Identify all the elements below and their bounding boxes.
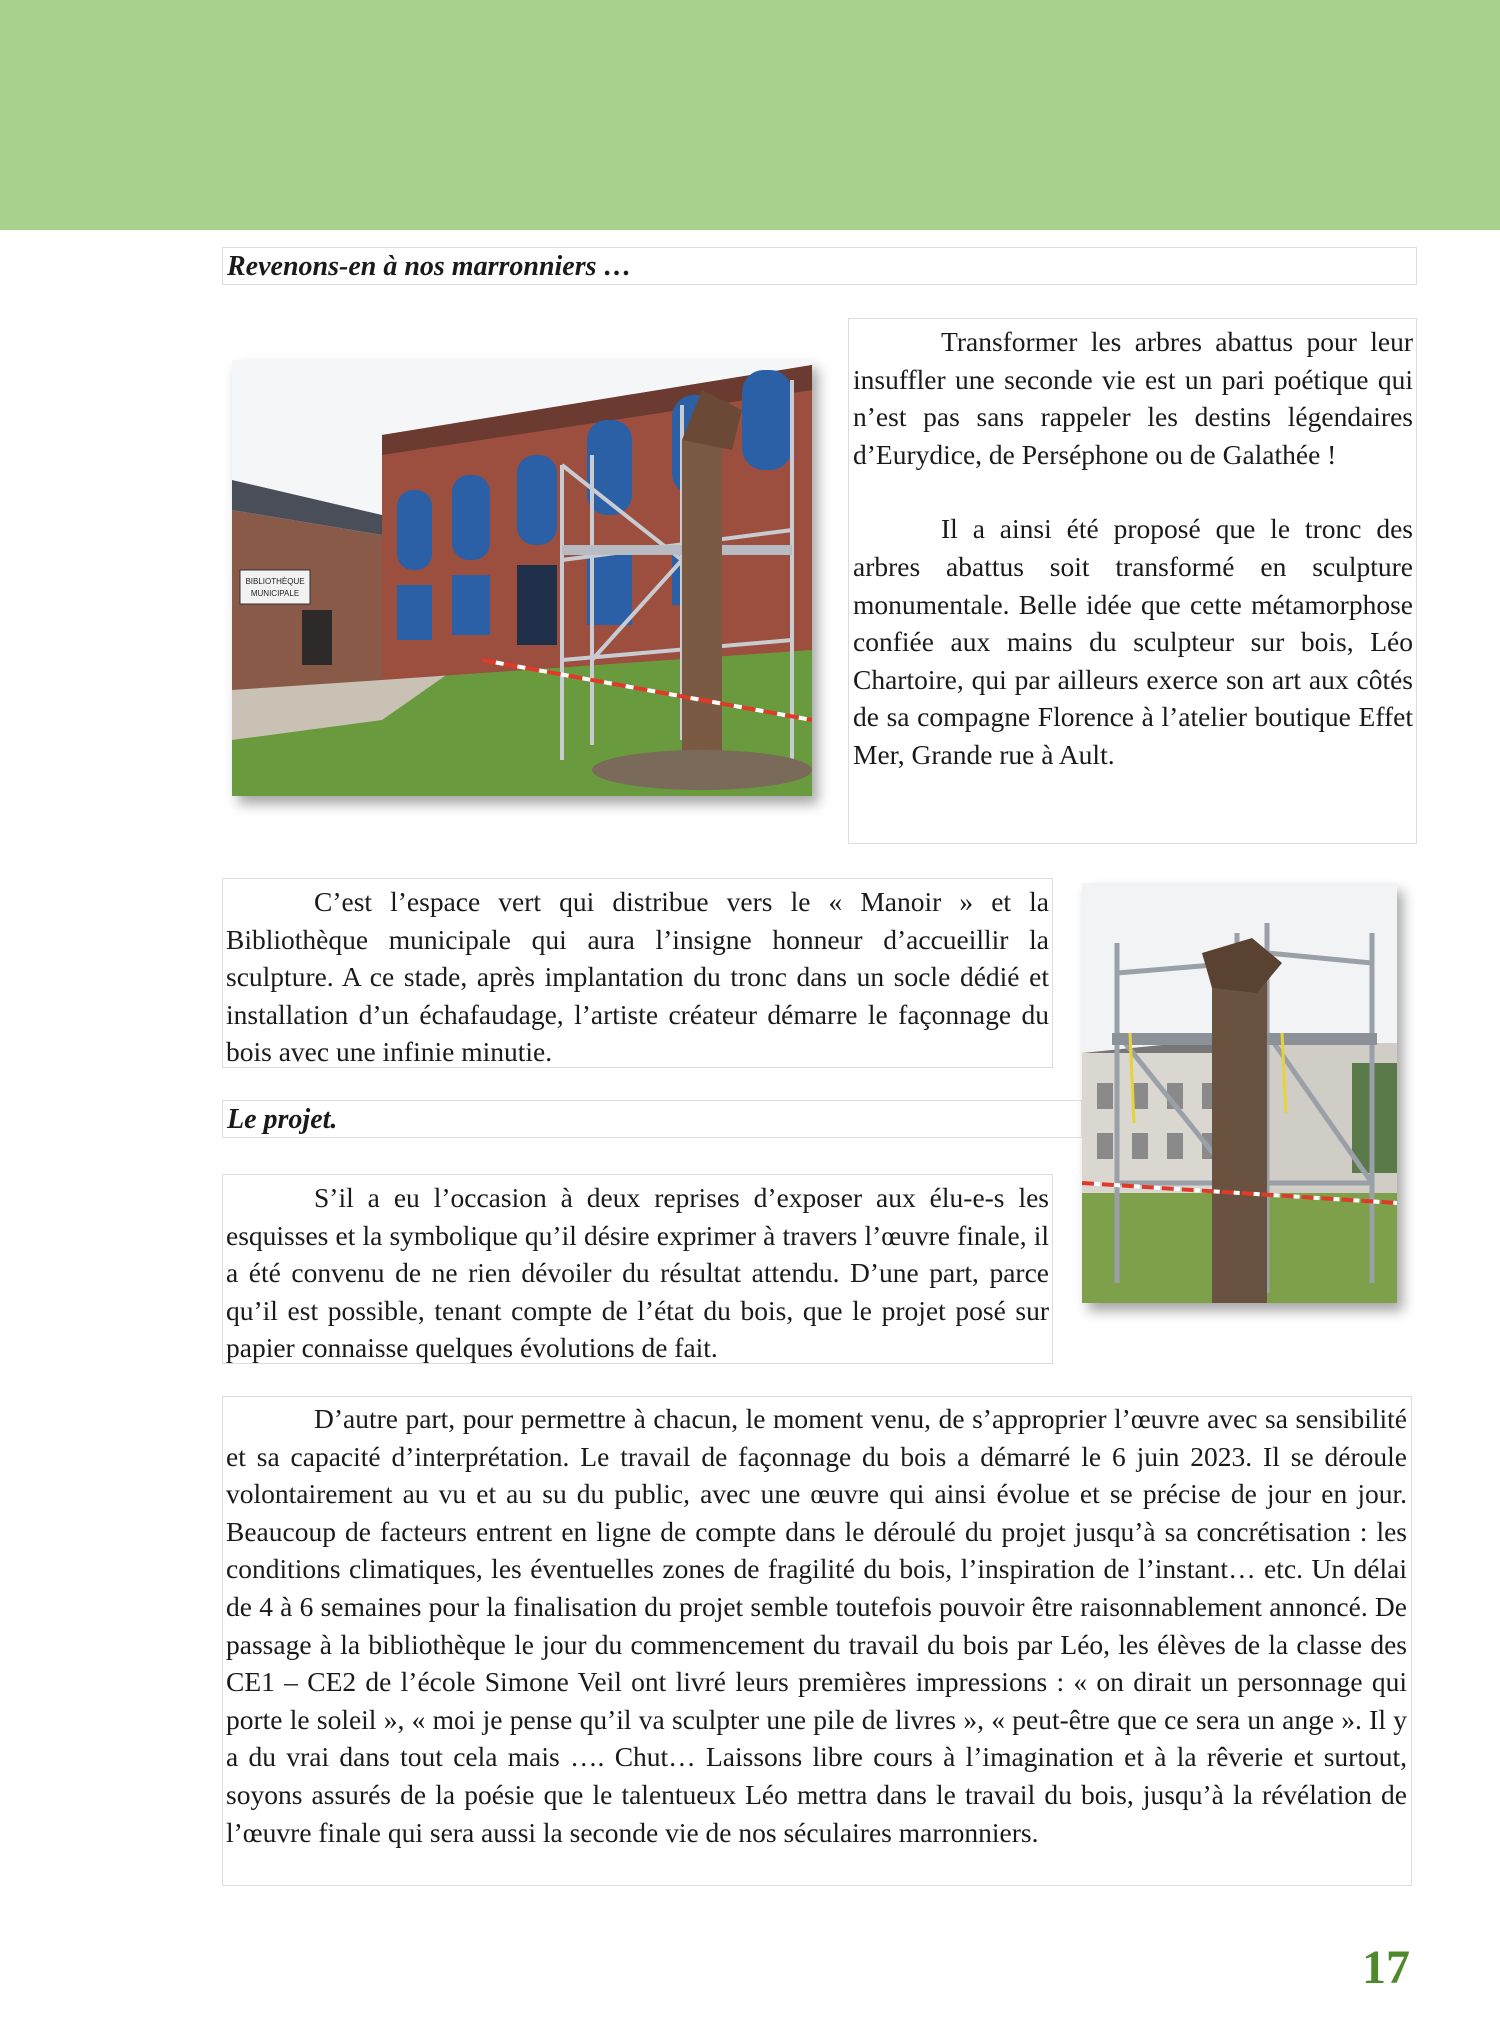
section-title-projet: Le projet. (227, 1104, 338, 1135)
header-band (0, 0, 1500, 230)
tree-trunk-scaffolding-photo (1082, 883, 1397, 1303)
section-title-box-projet (222, 1100, 1082, 1138)
espace-text-box (222, 878, 1053, 1068)
projet-paragraph-1: S’il a eu l’occasion à deux reprises d’exposer aux élu-e-s les esquisses et la symbolique qu’il désire exprimer à travers l’œuvre finale, il a été convenu de ne rien dévoiler du résultat attendu. D’une part, parce qu’il est possible, tenant compte de l’état du bois, que le projet posé sur papier connaisse quelques évolutions de fait. (226, 1182, 1049, 1364)
intro-text-box (848, 318, 1417, 844)
school-building-scaffolding-photo (232, 360, 812, 796)
section-title-marronniers: Revenons-en à nos marronniers … (227, 251, 632, 282)
projet-text-box-2 (222, 1396, 1412, 1886)
library-sign-line2: MUNICIPALE (250, 589, 300, 598)
intro-paragraph-2: Il a ainsi été proposé que le tronc des arbres abattus soit transformé en sculpture monumentale. Belle idée que cette métamorphose confiée aux mains du sculpteur sur bois, Léo Chartoire, qui par ailleurs exerce son art aux côtés de sa compagne Florence à l’atelier boutique Effet Mer, Grande rue à Ault. (853, 513, 1413, 770)
intro-paragraph-1: Transformer les arbres abattus pour leur insuffler une seconde vie est un pari poétique qui n’est pas sans rappeler les destins légendaires d’Eurydice, de Perséphone ou de Galathée ! (853, 326, 1413, 470)
projet-text-box-1 (222, 1174, 1053, 1364)
espace-paragraph: C’est l’espace vert qui distribue vers le « Manoir » et la Bibliothèque municipale qui aura l’insigne honneur d’accueillir la sculpture. A ce stade, après implantation du tronc dans un socle dédié et installation d’un échafaudage, l’artiste créateur démarre le façonnage du bois avec une infinie minutie. (226, 886, 1049, 1068)
library-sign-line1: BIBLIOTHÈQUE (245, 577, 305, 586)
projet-paragraph-2: D’autre part, pour permettre à chacun, le moment venu, de s’approprier l’œuvre avec sa sensibilité et sa capacité d’interprétation. Le travail de façonnage du bois a démarré le 6 juin 2023. Il se déroule volontairement au vu et au su du public, avec une œuvre qui ainsi évolue et se précise de jour en jour. Beaucoup de facteurs entrent en ligne de compte dans le déroulé du projet jusqu’à sa concrétisation : les conditions climatiques, les éventuelles zones de fragilité du bois, l’inspiration de l’instant… etc. Un délai de 4 à 6 semaines pour la finalisation du projet semble toutefois pouvoir être raisonnablement annoncé. De passage à la bibliothèque le jour du commencement du travail du bois par Léo, les élèves de la classe des CE1 – CE2 de l’école Simone Veil ont livré leurs premières impressions : « on dirait un personnage qui porte le soleil », « moi je pense qu’il va sculpter une pile de livres », « peut-être que ce sera un ange ». Il y a du vrai dans tout cela mais …. Chut… Laissons libre cours à l’imagination et à la rêverie et surtout, soyons assurés de la poésie que le talentueux Léo mettra dans le travail du bois, jusqu’à la révélation de l’œuvre finale qui sera aussi la seconde vie de nos séculaires marronniers. (226, 1403, 1407, 1848)
section-title-box (222, 247, 1417, 285)
page-number: 17 (1362, 1941, 1410, 1994)
